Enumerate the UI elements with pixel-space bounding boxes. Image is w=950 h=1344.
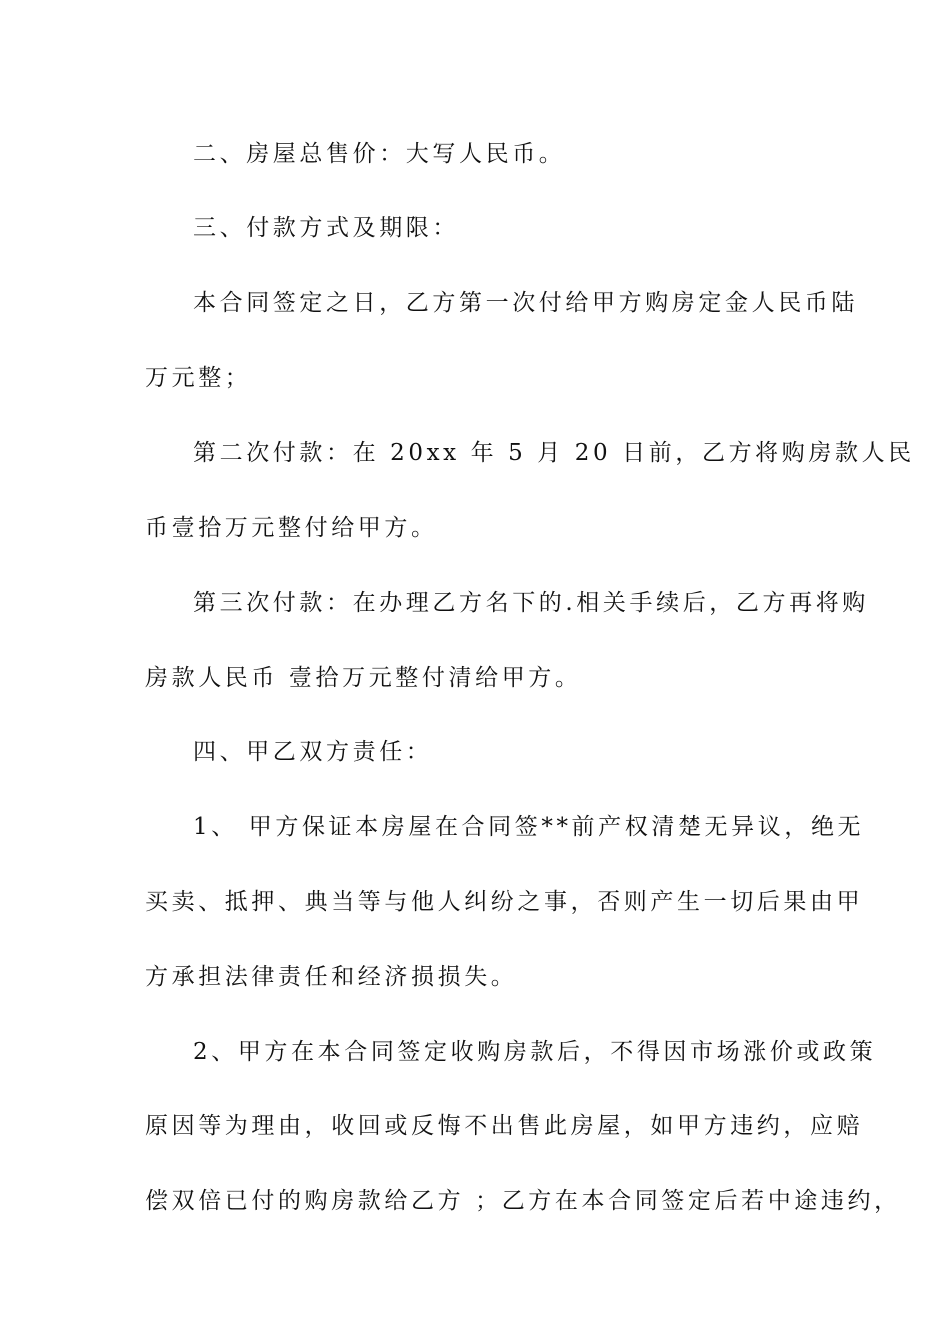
paragraph-line: 偿双倍已付的购房款给乙方 ；乙方在本合同签定后若中途违约， [145,1188,901,1214]
paragraph-line: 买卖、抵押、典当等与他人纠纷之事，否则产生一切后果由甲 [145,889,864,915]
paragraph-line: 2、甲方在本合同签定收购房款后，不得因市场涨价或政策 [193,1039,877,1065]
paragraph-line: 万元整； [145,365,252,391]
section-4-heading: 四、甲乙双方责任： [193,739,433,765]
paragraph-line: 房款人民币 壹拾万元整付清给甲方。 [145,665,582,691]
section-2-total-price: 二、房屋总售价：大写人民币。 [193,141,566,167]
paragraph-line: 原因等为理由，收回或反悔不出售此房屋，如甲方违约，应赔 [145,1113,864,1139]
section-3-heading: 三、付款方式及期限： [193,215,459,241]
paragraph-line: 币壹拾万元整付给甲方。 [145,515,438,541]
paragraph-line: 本合同签定之日，乙方第一次付给甲方购房定金人民币陆 [193,290,858,316]
paragraph-line: 第二次付款：在 20xx 年 5 月 20 日前，乙方将购房款人民 [193,440,915,466]
paragraph-line: 方承担法律责任和经济损损失。 [145,964,518,990]
paragraph-line: 第三次付款：在办理乙方名下的.相关手续后，乙方再将购 [193,590,869,616]
paragraph-line: 1、 甲方保证本房屋在合同签**前产权清楚无异议，绝无 [193,814,865,840]
